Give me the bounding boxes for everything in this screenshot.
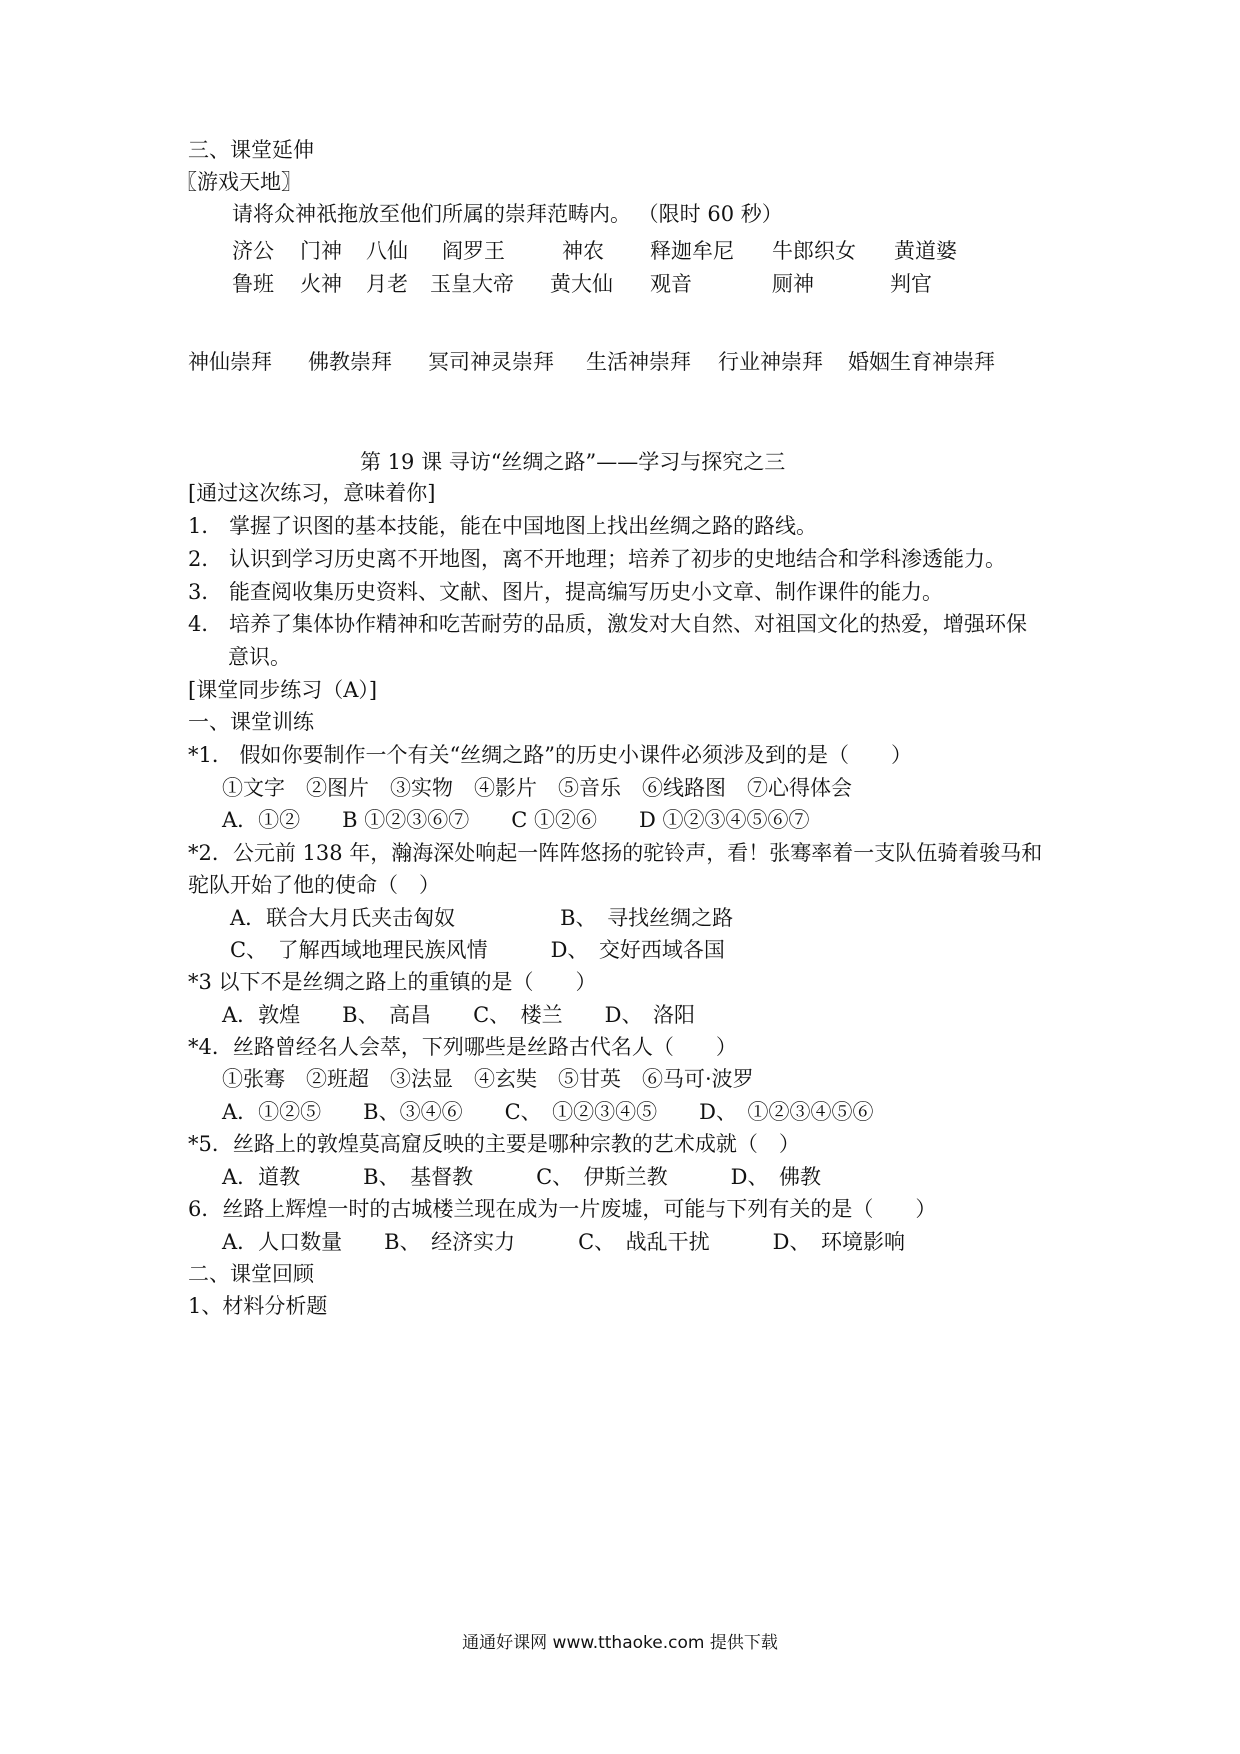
q3-options: A．敦煌 B、 高昌 C、 楼兰 D、 洛阳 <box>222 1003 696 1027</box>
q5-options: A．道教 B、 基督教 C、 伊斯兰教 D、 佛教 <box>222 1165 821 1189</box>
q2-options-line2: C、 了解西域地理民族风情 D、 交好西域各国 <box>230 938 725 962</box>
q2-stem-line2: 驼队开始了他的使命（ ） <box>188 873 440 897</box>
q2-stem-line1: *2．公元前 138 年，瀚海深处响起一阵阵悠扬的驼铃声，看！张骞率着一支队伍骑着骏马和 <box>188 841 1043 865</box>
q1-stem: *1． 假如你要制作一个有关“丝绸之路”的历史小课件必须涉及到的是（ ） <box>188 743 913 767</box>
deity-item[interactable]: 黄道婆 <box>894 239 957 263</box>
q5-stem: *5．丝路上的敦煌莫高窟反映的主要是哪种宗教的艺术成就（ ） <box>188 1132 800 1156</box>
deities-row-2 <box>232 270 1032 298</box>
footer-credit: 通通好课网 www.tthaoke.com 提供下载 <box>462 1633 778 1653</box>
q4-stem: *4．丝路曾经名人会萃，下列哪些是丝路古代名人（ ） <box>188 1035 737 1059</box>
practice-label: [课堂同步练习（A）] <box>188 678 378 702</box>
deity-item[interactable]: 黄大仙 <box>550 272 613 296</box>
deity-item[interactable]: 神农 <box>562 239 604 263</box>
category-target[interactable]: 行业神崇拜 <box>718 350 823 374</box>
section3-heading: 三、课堂延伸 <box>188 138 314 162</box>
deity-item[interactable]: 月老 <box>366 272 408 296</box>
q4-options: A．①②⑤ B、③④⑥ C、 ①②③④⑤ D、 ①②③④⑤⑥ <box>222 1100 874 1124</box>
category-target[interactable]: 冥司神灵崇拜 <box>428 350 554 374</box>
deity-item[interactable]: 鲁班 <box>232 272 274 296</box>
q1-items: ①文字 ②图片 ③实物 ④影片 ⑤音乐 ⑥线路图 ⑦心得体会 <box>222 776 852 800</box>
part2-heading: 二、课堂回顾 <box>188 1262 314 1286</box>
deity-item[interactable]: 释迦牟尼 <box>650 239 734 263</box>
category-target[interactable]: 婚姻生育神崇拜 <box>848 350 995 374</box>
deities-row-1 <box>232 237 1032 265</box>
deity-item[interactable]: 厕神 <box>772 272 814 296</box>
deity-item[interactable]: 火神 <box>300 272 342 296</box>
q6-stem: 6．丝路上辉煌一时的古城楼兰现在成为一片废墟，可能与下列有关的是（ ） <box>188 1197 937 1221</box>
q3-stem: *3 以下不是丝绸之路上的重镇的是（ ） <box>188 970 597 994</box>
goal-item: 3． 能查阅收集历史资料、文献、图片，提高编写历史小文章、制作课件的能力。 <box>188 580 944 604</box>
goal-item: 2． 认识到学习历史离不开地图，离不开地理；培养了初步的史地结合和学科渗透能力。 <box>188 547 1007 571</box>
deity-item[interactable]: 八仙 <box>366 239 408 263</box>
goals-label: [通过这次练习，意味着你] <box>188 481 436 505</box>
game-label: 〖游戏天地〗 <box>176 170 302 194</box>
q1-options: A．①② B ①②③⑥⑦ C ①②⑥ D ①②③④⑤⑥⑦ <box>222 808 810 832</box>
q4-items: ①张骞 ②班超 ③法显 ④玄奘 ⑤甘英 ⑥马可·波罗 <box>222 1067 754 1091</box>
lesson-title: 第 19 课 寻访“丝绸之路”——学习与探究之三 <box>360 450 786 474</box>
q6-options: A．人口数量 B、 经济实力 C、 战乱干扰 D、 环境影响 <box>222 1230 905 1254</box>
deity-item[interactable]: 门神 <box>300 239 342 263</box>
deity-item[interactable]: 观音 <box>650 272 692 296</box>
deity-item[interactable]: 济公 <box>232 239 274 263</box>
goal-item-continued: 意识。 <box>228 645 291 669</box>
deity-item[interactable]: 阎罗王 <box>442 239 505 263</box>
part1-heading: 一、课堂训练 <box>188 710 314 734</box>
goal-item: 4． 培养了集体协作精神和吃苦耐劳的品质，激发对大自然、对祖国文化的热爱，增强环保 <box>188 612 1028 636</box>
deity-item[interactable]: 玉皇大帝 <box>430 272 514 296</box>
deity-item[interactable]: 判官 <box>890 272 932 296</box>
q2-options-line1: A．联合大月氏夹击匈奴 B、 寻找丝绸之路 <box>230 906 734 930</box>
goal-item: 1． 掌握了识图的基本技能，能在中国地图上找出丝绸之路的路线。 <box>188 514 818 538</box>
category-target[interactable]: 神仙崇拜 <box>188 350 272 374</box>
category-row <box>188 348 1068 376</box>
game-instruction: 请将众神祇拖放至他们所属的崇拜范畴内。 （限时 60 秒） <box>232 202 783 226</box>
category-target[interactable]: 佛教崇拜 <box>308 350 392 374</box>
material-heading: 1、材料分析题 <box>188 1294 328 1318</box>
deity-item[interactable]: 牛郎织女 <box>772 239 856 263</box>
category-target[interactable]: 生活神崇拜 <box>586 350 691 374</box>
